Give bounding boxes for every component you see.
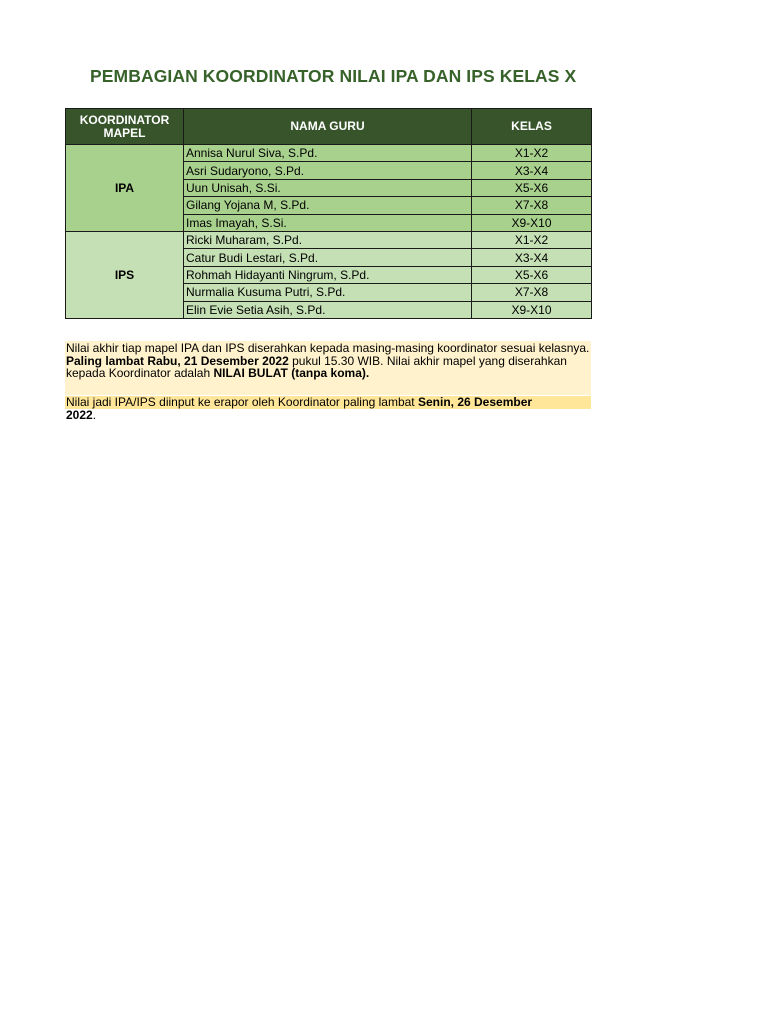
kelas-cell: X5-X6	[472, 266, 592, 283]
guru-name-cell: Nurmalia Kusuma Putri, S.Pd.	[184, 284, 472, 301]
note2-end: .	[92, 407, 97, 422]
table-header-row	[66, 109, 592, 145]
header-kelas: KELAS	[472, 109, 592, 145]
guru-name-cell: Annisa Nurul Siva, S.Pd.	[184, 145, 472, 162]
kelas-cell: X1-X2	[472, 231, 592, 248]
guru-name-cell: Imas Imayah, S.Si.	[184, 214, 472, 231]
note1-text-1: Nilai akhir tiap mapel IPA dan IPS diserahkan kepada masing-masing koordinator sesuai kelasnya.	[66, 341, 590, 355]
note2-line-1	[65, 396, 591, 409]
header-nama-guru: NAMA GURU	[184, 109, 472, 145]
table-row	[66, 145, 592, 162]
mapel-group-ips: IPS	[66, 231, 184, 318]
guru-name-cell: Uun Unisah, S.Si.	[184, 179, 472, 196]
kelas-cell: X9-X10	[472, 301, 592, 318]
note-erapor-input	[65, 396, 591, 421]
coordinator-table	[65, 108, 592, 319]
header-koordinator-mapel	[66, 109, 184, 145]
guru-name-cell: Asri Sudaryono, S.Pd.	[184, 162, 472, 179]
kelas-cell: X3-X4	[472, 162, 592, 179]
header-koordinator-line2: MAPEL	[103, 125, 146, 140]
note2-bold-date: Senin, 26 Desember	[417, 395, 533, 409]
kelas-cell: X7-X8	[472, 284, 592, 301]
guru-name-cell: Rohmah Hidayanti Ningrum, S.Pd.	[184, 266, 472, 283]
table-row	[66, 231, 592, 248]
guru-name-cell: Ricki Muharam, S.Pd.	[184, 231, 472, 248]
note1-bold-deadline: Paling lambat Rabu, 21 Desember 2022	[66, 353, 289, 368]
note2-text-1: Nilai jadi IPA/IPS diinput ke erapor oleh Koordinator paling lambat	[66, 395, 418, 409]
page-title: PEMBAGIAN KOORDINATOR NILAI IPA DAN IPS KELAS X	[90, 66, 577, 86]
note2-bold-year: 2022	[66, 407, 93, 422]
guru-name-cell: Elin Evie Setia Asih, S.Pd.	[184, 301, 472, 318]
guru-name-cell: Catur Budi Lestari, S.Pd.	[184, 249, 472, 266]
kelas-cell: X5-X6	[472, 179, 592, 196]
table-body	[66, 145, 592, 319]
mapel-group-ipa: IPA	[66, 145, 184, 232]
kelas-cell: X1-X2	[472, 145, 592, 162]
header-koordinator-line1: KOORDINATOR	[79, 112, 170, 127]
note1-text-2: pukul 15.30 WIB. Nilai akhir mapel yang diserahkan kepada Koordinator adalah	[66, 353, 567, 380]
kelas-cell: X7-X8	[472, 197, 592, 214]
note2-line-2	[65, 409, 591, 422]
kelas-cell: X3-X4	[472, 249, 592, 266]
guru-name-cell: Gilang Yojana M, S.Pd.	[184, 197, 472, 214]
kelas-cell: X9-X10	[472, 214, 592, 231]
note-deadline-submission	[65, 341, 591, 395]
note1-bold-rounding: NILAI BULAT (tanpa koma).	[213, 366, 370, 380]
